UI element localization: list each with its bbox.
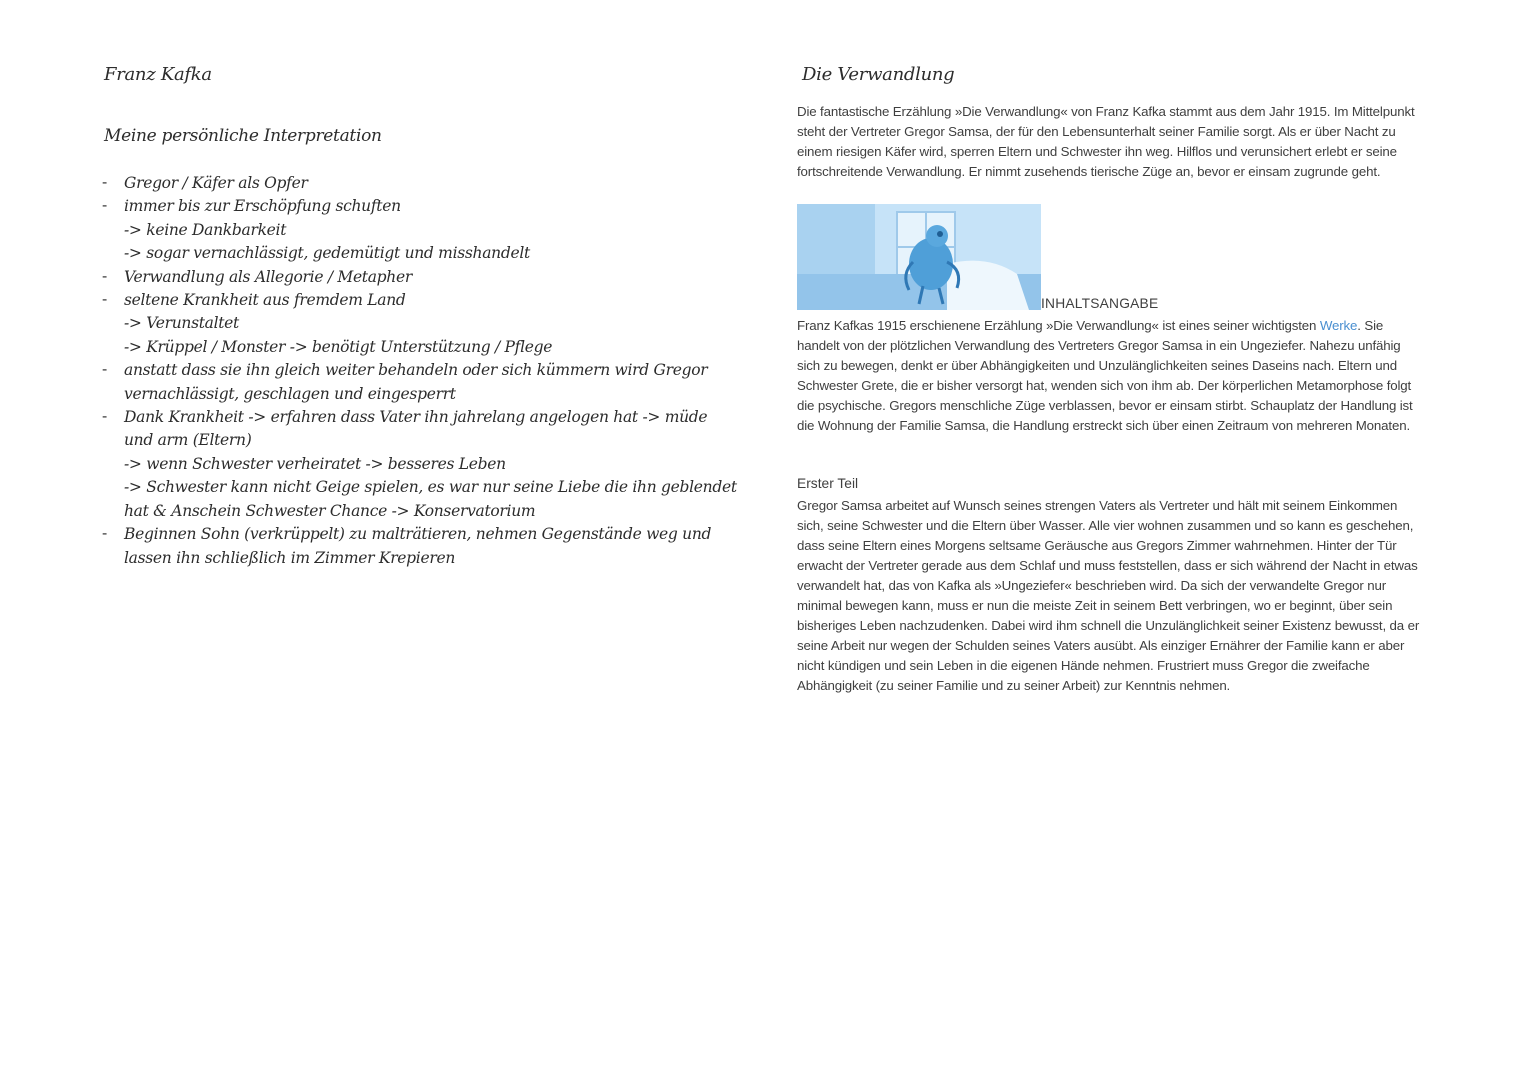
note-item: - Verwandlung als Allegorie / Metapher <box>100 266 740 289</box>
note-item: - Beginnen Sohn (verkrüppelt) zu malträtieren, nehmen Gegenstände weg und lassen ihn schließlich im Zimmer Krepieren <box>100 523 740 570</box>
note-item: - seltene Krankheit aus fremdem Land <box>100 289 740 312</box>
section-paragraph: Gregor Samsa arbeitet auf Wunsch seines strengen Vaters als Vertreter und hält mit seinem Einkommen sich, seine Schwester und die Eltern über Wasser. Alle vier wohnen zusammen und so kann es geschehen, dass seine Eltern eines Morgens seltsame Geräusche aus Gregors Zimmer wahrnehmen. Hinter der Tür erwacht der Vertreter gerade aus dem Schlaf und muss feststellen, dass er sich während der Nacht in etwas verwandelt hat, das von Kafka als »Ungeziefer« beschrieben wird. Da sich der verwandelte Gregor nur minimal bewegen kann, muss er nun die meiste Zeit in seinem Bett verbringen, wo er beginnt, über sein bisheriges Leben nachzudenken. Dabei wird ihm schnell die Unzulänglichkeit seiner Existenz bewusst, da er seine Arbeit nur wegen der Schulden seines Vaters ausübt. Als einziger Ernährer der Familie kann er aber nicht kündigen und sein Leben in die eigenen Hände nehmen. Frustriert muss Gregor die zweifache Abhängigkeit (zu seiner Familie und zu seiner Arbeit) zur Kenntnis nehmen. <box>797 498 1420 693</box>
note-item: - anstatt dass sie ihn gleich weiter behandeln oder sich kümmern wird Gregor vernachlässigt, geschlagen und eingesperrt <box>100 359 740 406</box>
interpretation-heading: Meine persönliche Interpretation <box>104 126 382 146</box>
interpretation-notes <box>100 172 740 570</box>
note-subitem: -> keine Dankbarkeit <box>124 220 287 239</box>
note-subitem: -> Schwester kann nicht Geige spielen, es war nur seine Liebe die ihn geblendet hat & Anschein Schwester Chance -> Konservatorium <box>124 478 737 520</box>
story-title: Die Verwandlung <box>802 64 955 85</box>
note-subitem: -> sogar vernachlässigt, gedemütigt und misshandelt <box>124 244 530 263</box>
author-heading: Franz Kafka <box>104 64 212 85</box>
note-item: - Dank Krankheit -> erfahren dass Vater ihn jahrelang angelogen hat -> müde und arm (Eltern) <box>100 406 740 453</box>
intro-paragraph: Die fantastische Erzählung »Die Verwandlung« von Franz Kafka stammt aus dem Jahr 1915. Im Mittelpunkt steht der Vertreter Gregor Samsa, der für den Lebensunterhalt seiner Familie sorgt. Als er über Nacht zu einem riesigen Käfer wird, sperren Eltern und Schwester ihn weg. Hilflos und verunsichert erlebt er seine fortschreitende Verwandlung. Er nimmt zusehends tierische Züge an, bevor er einsam zugrunde geht. <box>797 104 1415 179</box>
note-item: - immer bis zur Erschöpfung schuften <box>100 195 740 218</box>
note-subitem: -> Krüppel / Monster -> benötigt Unterstützung / Pflege <box>124 337 553 356</box>
note-item: - Gregor / Käfer als Opfer <box>100 172 740 195</box>
works-link[interactable]: Werke <box>1319 318 1358 333</box>
summary-text-start: Franz Kafkas 1915 erschienene Erzählung »Die Verwandlung« ist eines seiner wichtigsten <box>797 318 1320 333</box>
note-subitem: -> wenn Schwester verheiratet -> besseres Leben <box>124 454 506 473</box>
summary-heading: INHALTSANGABE <box>1041 296 1159 311</box>
note-subitem: -> Verunstaltet <box>124 314 239 333</box>
summary-paragraph <box>797 316 1427 436</box>
summary-text-end: . Sie handelt von der plötzlichen Verwandlung des Vertreters Gregor Samsa in ein Ungeziefer. Nahezu unfähig sich zu bewegen, denkt er über Abhängigkeiten und Unzulänglichkeiten seines Daseins nach. Eltern und Schwester Grete, die er bisher versorgt hat, wenden sich von ihm ab. Der körperlichen Metamorphose folgt die psychische. Gregors menschliche Züge verblassen, bevor er einsam stirbt. Schauplatz der Handlung ist die Wohnung der Familie Samsa, die Handlung erstreckt sich über einen Zeitraum von mehreren Monaten. <box>797 318 1413 433</box>
story-illustration <box>797 204 1041 310</box>
section-title: Erster Teil <box>797 476 859 491</box>
beetle-illustration-icon <box>797 204 1041 310</box>
